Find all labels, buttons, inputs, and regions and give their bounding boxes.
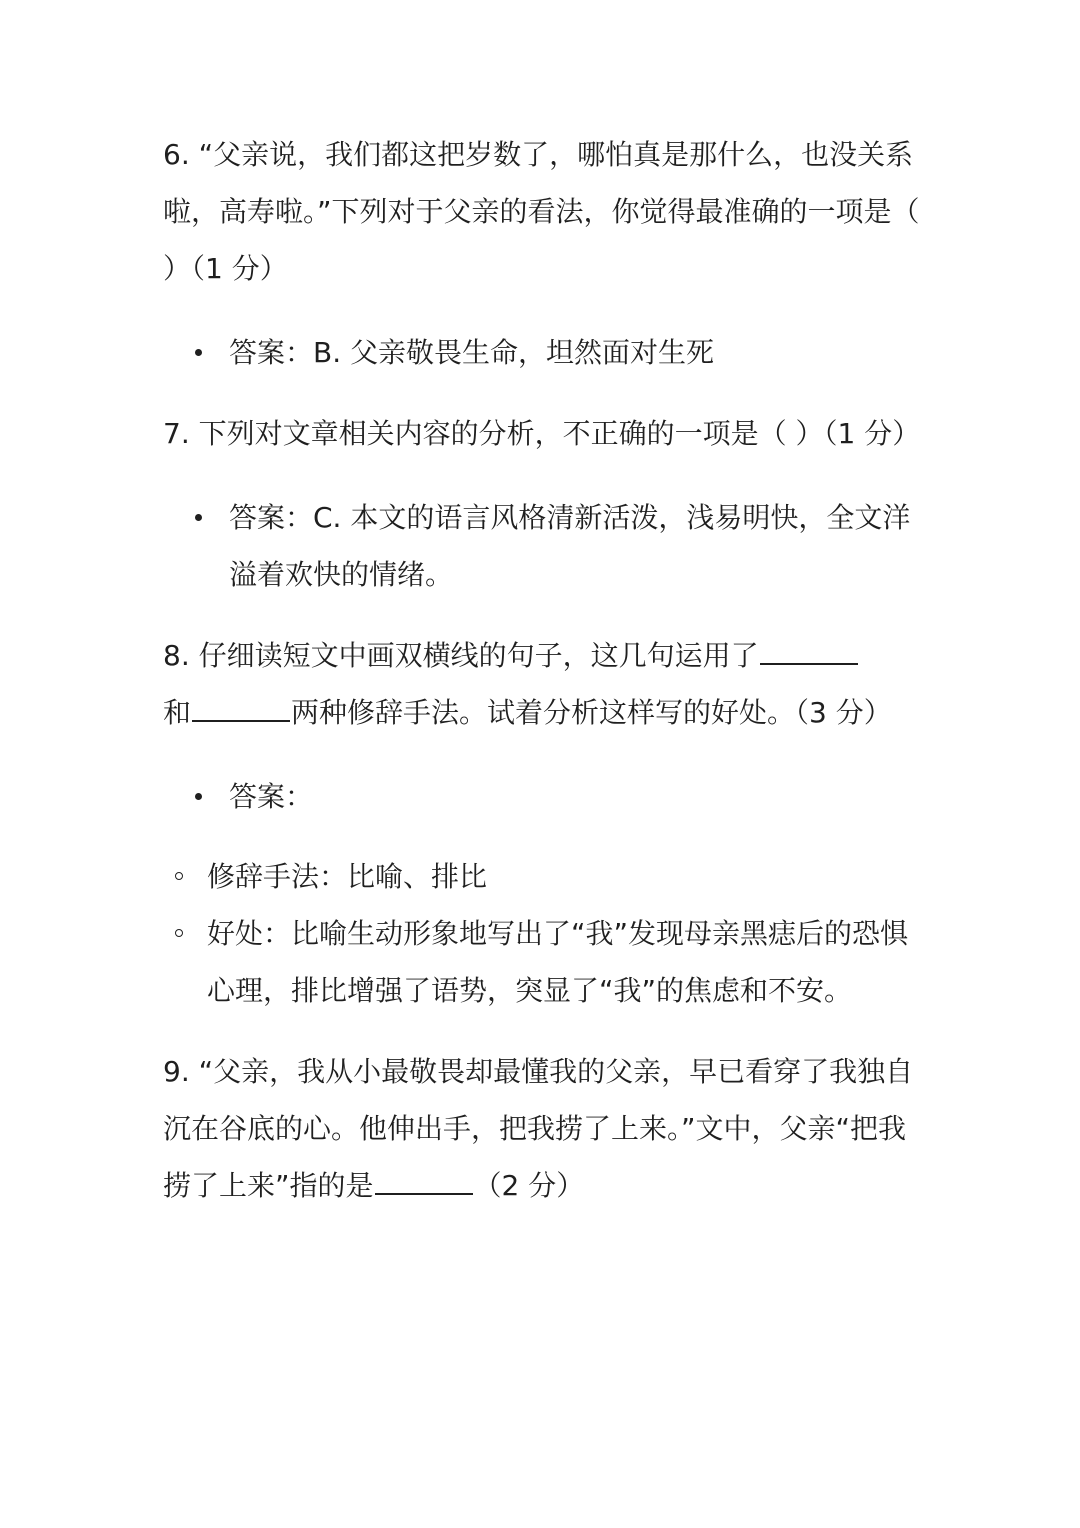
- answer-8-sub-item: [163, 848, 923, 905]
- question-7: 7. 下列对文章相关内容的分析，不正确的一项是（ ）（1 分）: [163, 417, 921, 450]
- answer-blank: [375, 1163, 473, 1195]
- question-6: 6. “父亲说，我们都这把岁数了，哪怕真是那什么，也没关系啦，高寿啦。”下列对于父亲的看法，你觉得最准确的一项是（ ）（1 分）: [163, 138, 920, 285]
- answer-8-sub-text: 修辞手法：比喻、排比: [207, 860, 488, 893]
- circle-bullet-icon: [175, 929, 183, 937]
- bullet-icon: [195, 793, 202, 800]
- question-9-part2: （2 分）: [473, 1169, 585, 1202]
- question-8-part2: 和: [163, 696, 192, 729]
- answer-8: [163, 768, 923, 825]
- document-page: [163, 126, 923, 1214]
- question-8-part3: 两种修辞手法。试着分析这样写的好处。（3 分）: [291, 696, 892, 729]
- question-9-part1: 9. “父亲，我从小最敬畏却最懂我的父亲，早已看穿了我独自沉在谷底的心。他伸出手，把我捞了上来。”文中，父亲“把我捞了上来”指的是: [163, 1055, 914, 1202]
- answer-6-text: 答案：B. 父亲敬畏生命，坦然面对生死: [229, 336, 715, 369]
- bullet-icon: [195, 514, 202, 521]
- answer-blank: [760, 633, 858, 665]
- answer-6: [163, 324, 923, 381]
- circle-bullet-icon: [175, 872, 183, 880]
- answer-8-sub-text: 好处：比喻生动形象地写出了“我”发现母亲黑痣后的恐惧心理，排比增强了语势，突显了“我”的焦虑和不安。: [207, 917, 909, 1007]
- answer-7-text: 答案：C. 本文的语言风格清新活泼，浅易明快，全文洋溢着欢快的情绪。: [229, 501, 911, 591]
- question-9: [163, 1043, 923, 1214]
- bullet-icon: [195, 349, 202, 356]
- question-8-part1: 8. 仔细读短文中画双横线的句子，这几句运用了: [163, 639, 759, 672]
- answer-8-sub-item: [163, 905, 923, 1019]
- answer-8-text: 答案：: [229, 780, 314, 813]
- question-8: [163, 627, 923, 741]
- answer-blank: [192, 690, 290, 722]
- answer-7: [163, 489, 923, 603]
